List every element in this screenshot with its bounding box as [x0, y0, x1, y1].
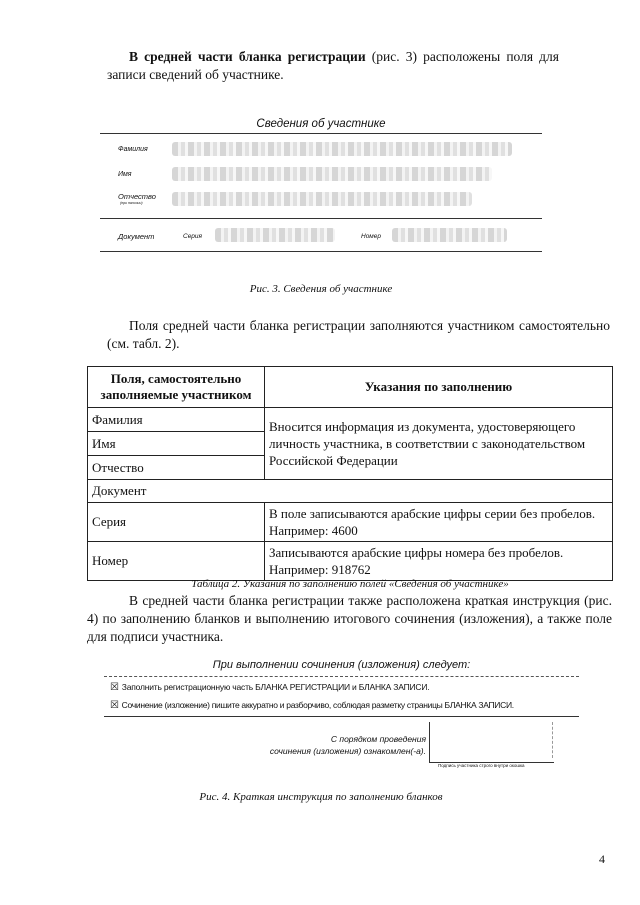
intro-paragraph	[107, 48, 559, 84]
table-cell-nomer-instruction: Записываются арабские цифры номера без пробелов. Например: 918762	[265, 542, 613, 581]
blurred-seria	[215, 228, 335, 242]
fig4-item-2-text: Сочинение (изложение) пишите аккуратно и разборчиво, соблюдая разметку страницы БЛАНКА ЗАПИСИ.	[121, 700, 514, 710]
fig3-title: Сведения об участнике	[256, 118, 386, 130]
intro-rest: (рис. 3) расположены поля для записи сведений об участнике.	[107, 49, 560, 82]
fig4-title: При выполнении сочинения (изложения) следует:	[212, 659, 471, 671]
table-cell-nomer: Номер	[88, 542, 265, 581]
blurred-nomer	[392, 228, 507, 242]
nomer-label: Номер	[361, 233, 381, 240]
table-caption: Таблица 2. Указания по заполнению полей «Сведения об участнике»	[191, 578, 509, 590]
signature-box-right	[552, 722, 553, 758]
fig3-top-line	[100, 133, 542, 134]
blurred-familia	[172, 142, 512, 156]
doc-label: Документ	[118, 232, 155, 241]
table-cell-document: Документ	[88, 480, 613, 503]
intro-bold: В средней части бланка регистрации	[129, 49, 366, 64]
table-cell-seria-instruction: В поле записываются арабские цифры серии без пробелов. Например: 4600	[265, 503, 613, 542]
order-line-2: сочинения (изложения) ознакомлен(-а).	[269, 746, 426, 756]
table-cell-otchestvo: Отчество	[88, 456, 265, 480]
field-note-otchestvo: (при наличии)	[120, 201, 143, 205]
table-cell-seria: Серия	[88, 503, 265, 542]
checked-box-icon: ☒	[110, 682, 119, 693]
fig4-item-2	[110, 700, 514, 711]
figure-short-instruction	[104, 656, 579, 774]
fig4-caption: Рис. 4. Краткая инструкция по заполнению бланков	[199, 791, 443, 803]
fig4-dashed-line	[104, 676, 579, 677]
fig3-caption: Рис. 3. Сведения об участнике	[249, 283, 393, 295]
table-header-instructions: Указания по заполнению	[265, 367, 613, 408]
fig4-item-1-text: Заполнить регистрационную часть БЛАНКА РЕГИСТРАЦИИ и БЛАНКА ЗАПИСИ.	[121, 682, 430, 692]
para-short-instruction: В средней части бланка регистрации также расположена краткая инструкция (рис. 4) по заполнению бланков и выполнению итогового сочинения (изложения), а также поле для подписи участника.	[87, 593, 612, 644]
fig4-item-1	[110, 682, 429, 693]
seria-label: Серия	[183, 233, 203, 240]
table-cell-familia: Фамилия	[88, 408, 265, 432]
table-cell-fio-instruction: Вносится информация из документа, удостоверяющего личность участника, в соответствии с законодательством Российской Федерации	[265, 408, 613, 480]
instructions-table	[87, 366, 613, 581]
field-label-familia: Фамилия	[118, 146, 148, 153]
field-label-otchestvo: Отчество	[118, 192, 156, 201]
fig3-bottom-line	[100, 251, 542, 252]
table-header-fields: Поля, самостоятельно заполняемые участником	[88, 367, 265, 408]
fig3-mid-line	[100, 218, 542, 219]
table-cell-imya: Имя	[88, 432, 265, 456]
para-fill-instruction: Поля средней части бланка регистрации заполняются участником самостоятельно (см. табл. 2).	[107, 318, 610, 351]
blurred-otchestvo	[172, 192, 472, 206]
blurred-imya	[172, 167, 492, 181]
order-line-1: С порядком проведения	[330, 734, 426, 744]
signature-label: Подпись участника строго внутри окошка	[438, 763, 525, 768]
field-label-imya: Имя	[118, 171, 132, 178]
page-number: 4	[599, 852, 605, 866]
figure-participant-info	[100, 118, 542, 258]
checked-box-icon: ☒	[110, 700, 119, 711]
fig4-divider	[104, 716, 579, 717]
signature-box-left	[429, 722, 430, 762]
